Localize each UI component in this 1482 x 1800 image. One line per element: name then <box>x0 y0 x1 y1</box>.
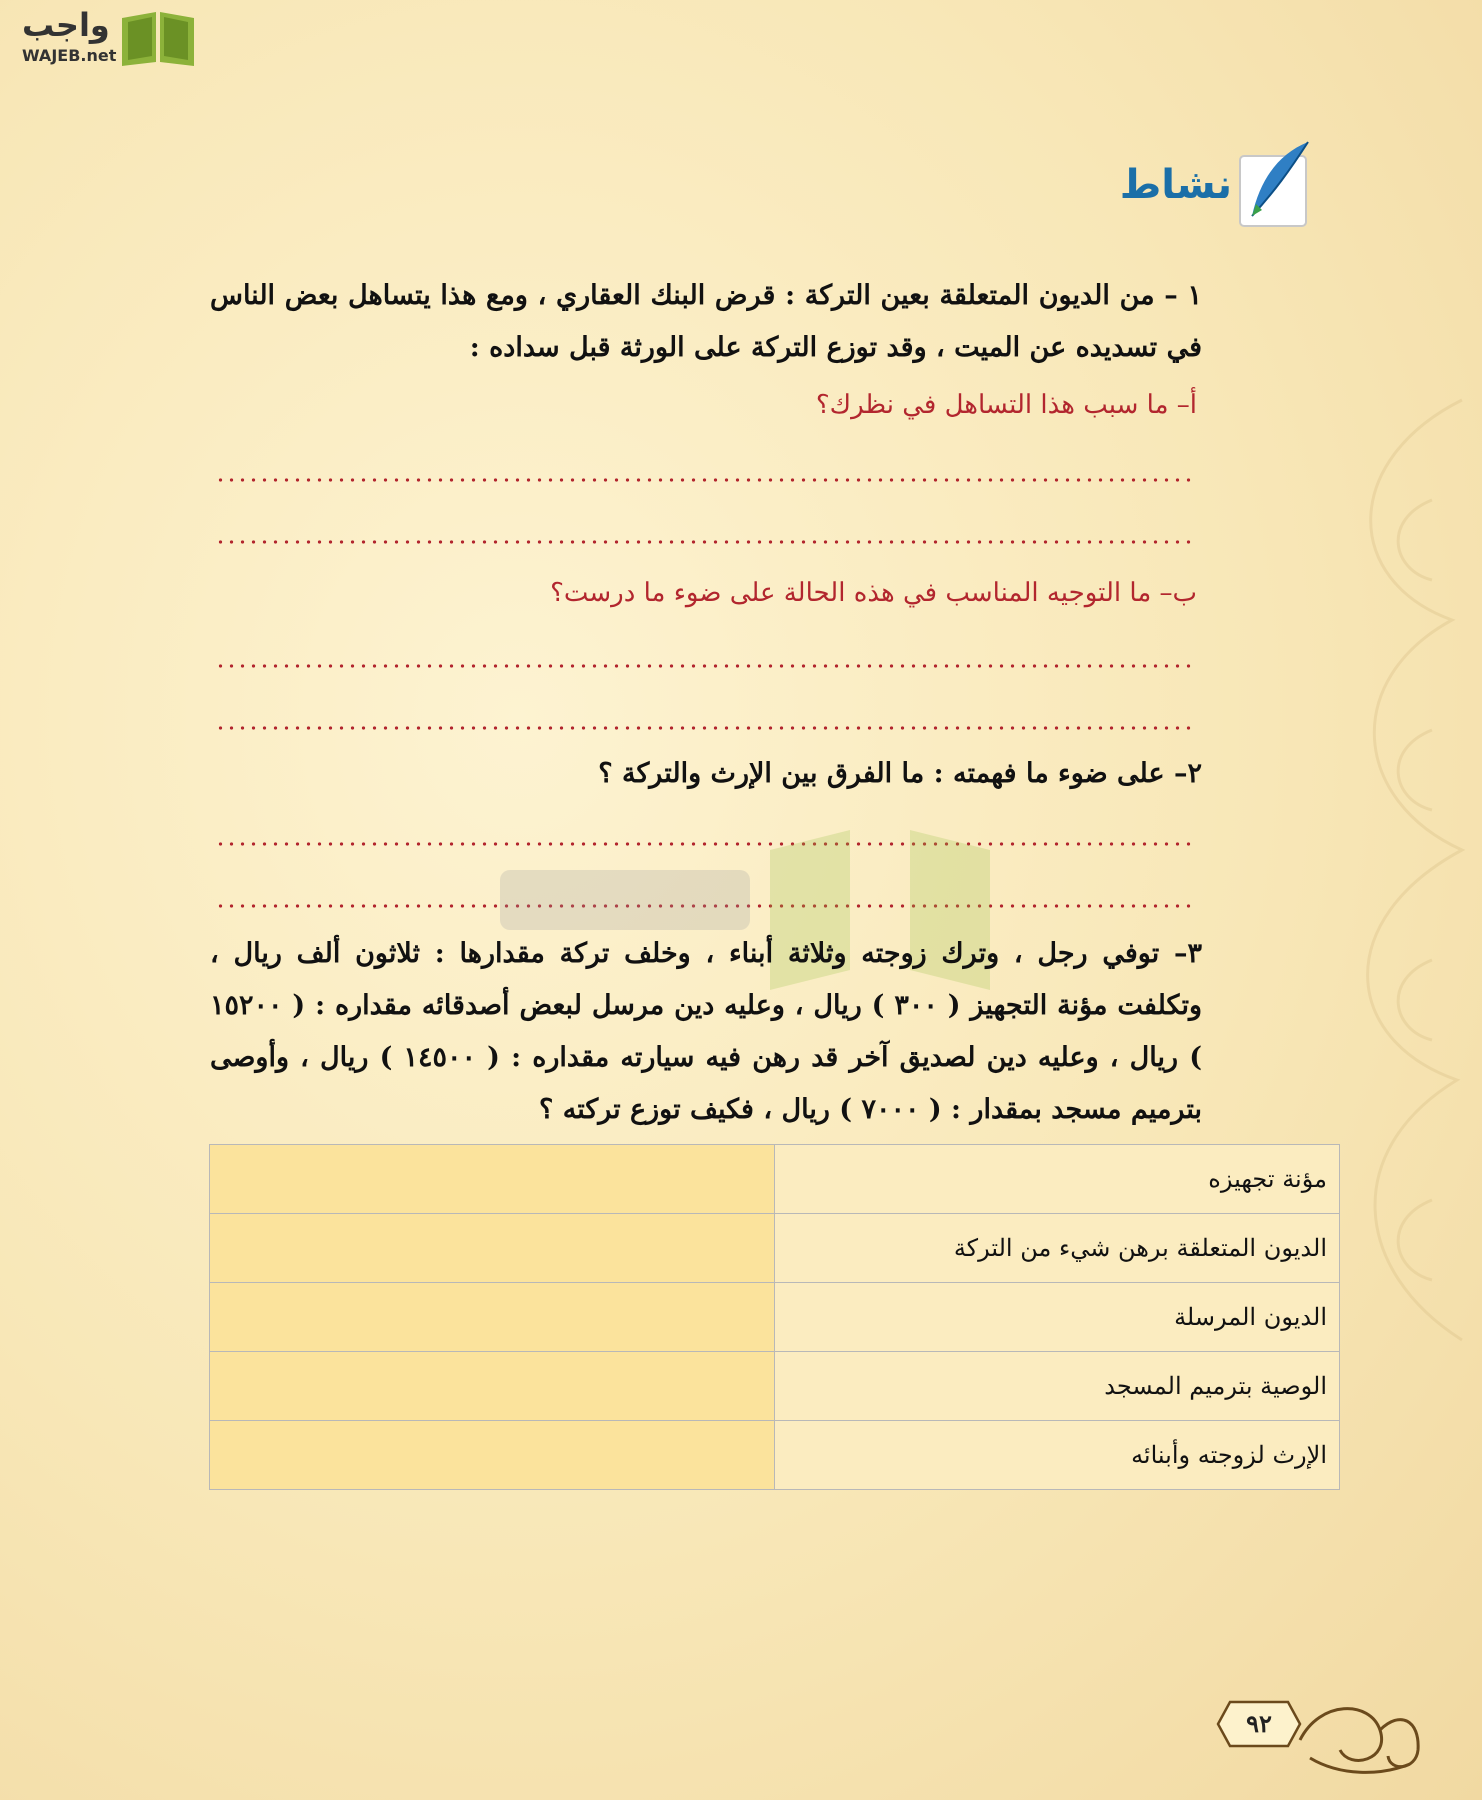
table-row <box>210 1352 1340 1421</box>
answer-cell[interactable] <box>210 1283 775 1352</box>
question-1-text: ١ – من الديون المتعلقة بعين التركة : قرض البنك العقاري ، ومع هذا يتساهل بعض الناس في تسديده عن الميت ، وقد توزع التركة على الورثة قبل سداده : <box>210 280 1202 363</box>
table-row <box>210 1283 1340 1352</box>
estate-distribution-table <box>209 1144 1340 1490</box>
row-label: الإرث لزوجته وأبنائه <box>775 1421 1340 1490</box>
activity-heading <box>1120 140 1314 230</box>
answer-cell[interactable] <box>210 1421 775 1490</box>
logo-domain: WAJEB.net <box>22 46 117 65</box>
answer-cell[interactable] <box>210 1145 775 1214</box>
answer-cell[interactable] <box>210 1352 775 1421</box>
corner-flourish <box>1290 1680 1430 1780</box>
page-title: نشاط <box>1119 162 1232 208</box>
row-label: مؤنة تجهيزه <box>775 1145 1340 1214</box>
question-1a: أ– ما سبب هذا التساهل في نظرك؟ <box>815 390 1197 420</box>
answer-line[interactable] <box>215 726 1197 730</box>
wajeb-logo[interactable] <box>10 4 190 68</box>
row-label: الوصية بترميم المسجد <box>775 1352 1340 1421</box>
row-label: الديون المتعلقة برهن شيء من التركة <box>775 1214 1340 1283</box>
answer-line[interactable] <box>215 478 1197 482</box>
answer-line[interactable] <box>215 664 1197 668</box>
answer-cell[interactable] <box>210 1214 775 1283</box>
question-3-text: ٣– توفي رجل ، وترك زوجته وثلاثة أبناء ، وخلف تركة مقدارها : ثلاثون ألف ريال ، وتكلفت مؤنة التجهيز ( ٣٠٠ ) ريال ، وعليه دين مرسل لبعض أصدقائه مقداره : ( ١٥٢٠٠ ) ريال ، وعليه دين لصديق آخر قد رهن فيه سيارته مقداره : ( ١٤٥٠٠ ) ريال ، وأوصى بترميم مسجد بمقدار : ( ٧٠٠٠ ) ريال ، فكيف توزع تركته ؟ <box>210 938 1202 1125</box>
question-1b: ب– ما التوجيه المناسب في هذه الحالة على ضوء ما درست؟ <box>550 578 1197 608</box>
logo-name: واجب <box>22 6 110 44</box>
page-number: ٩٢ <box>1246 1709 1272 1738</box>
table-row <box>210 1214 1340 1283</box>
question-2-text: ٢– على ضوء ما فهمته : ما الفرق بين الإرث والتركة ؟ <box>598 758 1202 789</box>
row-label: الديون المرسلة <box>775 1283 1340 1352</box>
feather-quill-icon <box>1238 140 1314 230</box>
answer-line[interactable] <box>215 540 1197 544</box>
table-row <box>210 1421 1340 1490</box>
table-row <box>210 1145 1340 1214</box>
open-book-icon <box>118 8 198 66</box>
